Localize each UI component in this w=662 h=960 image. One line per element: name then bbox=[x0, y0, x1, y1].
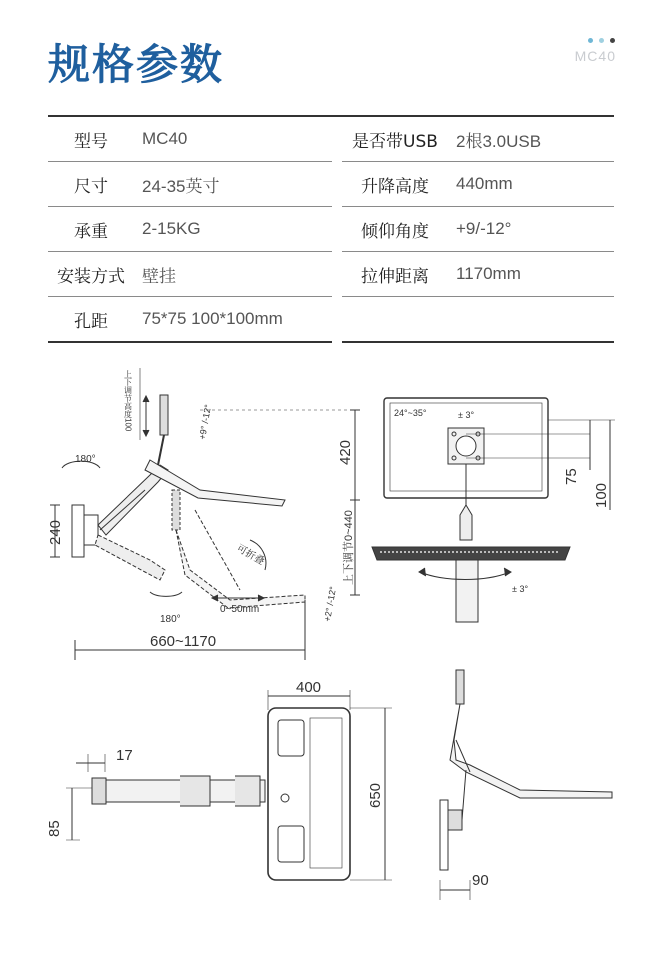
tilt-label: ± 3° bbox=[458, 410, 475, 420]
side-note: 上下调节高度100 bbox=[123, 370, 133, 432]
brand-label: MC40 bbox=[574, 48, 616, 64]
table-row bbox=[48, 116, 614, 162]
spec-value bbox=[448, 297, 614, 343]
table-row bbox=[48, 207, 614, 252]
slide-label: 0~50mm bbox=[220, 604, 260, 615]
top-view-drawing bbox=[46, 679, 392, 880]
technical-drawings bbox=[0, 340, 662, 960]
dim-17: 17 bbox=[116, 747, 133, 764]
spec-label bbox=[342, 297, 448, 343]
side-profile-drawing bbox=[440, 670, 612, 900]
spec-label: 安装方式 bbox=[48, 252, 134, 297]
angle-label-bottom: 180° bbox=[160, 614, 181, 625]
dim-85: 85 bbox=[46, 820, 63, 837]
spec-value: 2根3.0USB bbox=[448, 116, 614, 162]
table-row bbox=[48, 162, 614, 207]
spec-value: MC40 bbox=[134, 116, 332, 162]
spec-value: 440mm bbox=[448, 162, 614, 207]
spec-label: 孔距 bbox=[48, 297, 134, 343]
spec-value: 2-15KG bbox=[134, 207, 332, 252]
rotate-label: ± 3° bbox=[512, 584, 529, 594]
brand-dot bbox=[599, 38, 604, 43]
spec-value: 75*75 100*100mm bbox=[134, 297, 332, 343]
spec-label: 拉伸距离 bbox=[342, 252, 448, 297]
dim-75: 75 bbox=[563, 468, 580, 485]
side-view-drawing bbox=[47, 368, 360, 660]
spec-value: +9/-12° bbox=[448, 207, 614, 252]
spec-label: 型号 bbox=[48, 116, 134, 162]
dim-90: 90 bbox=[472, 872, 489, 889]
dim-width: 660~1170 bbox=[150, 633, 217, 650]
dim-400: 400 bbox=[296, 679, 322, 696]
dim-240: 240 bbox=[47, 519, 64, 545]
spec-label: 是否带USB bbox=[342, 116, 448, 162]
spec-label: 尺寸 bbox=[48, 162, 134, 207]
tilt-top-label: +9° /-12° bbox=[197, 403, 214, 441]
dim-100: 100 bbox=[593, 482, 610, 508]
spec-value: 24-35英寸 bbox=[134, 162, 332, 207]
spec-value: 1170mm bbox=[448, 252, 614, 297]
brand-dots bbox=[588, 38, 615, 43]
fold-label: 可折叠 bbox=[234, 543, 266, 568]
spec-label: 倾仰角度 bbox=[342, 207, 448, 252]
spec-label: 承重 bbox=[48, 207, 134, 252]
tilt-bottom-label: +2° /-12° bbox=[322, 585, 339, 623]
screen-size-label: 24°~35° bbox=[394, 408, 427, 418]
table-row bbox=[48, 252, 614, 297]
page-title: 规格参数 bbox=[48, 40, 225, 89]
front-view-drawing bbox=[372, 398, 615, 622]
spec-value: 壁挂 bbox=[134, 252, 332, 297]
brand-dot bbox=[610, 38, 615, 43]
table-row bbox=[48, 297, 614, 343]
spec-table bbox=[48, 115, 614, 343]
spec-label: 升降高度 bbox=[342, 162, 448, 207]
brand-dot bbox=[588, 38, 593, 43]
height-adjust-label: 上下调节0~440 bbox=[343, 510, 355, 585]
angle-label-top: 180° bbox=[75, 454, 96, 465]
dim-650: 650 bbox=[367, 782, 384, 808]
dim-420: 420 bbox=[337, 439, 354, 465]
